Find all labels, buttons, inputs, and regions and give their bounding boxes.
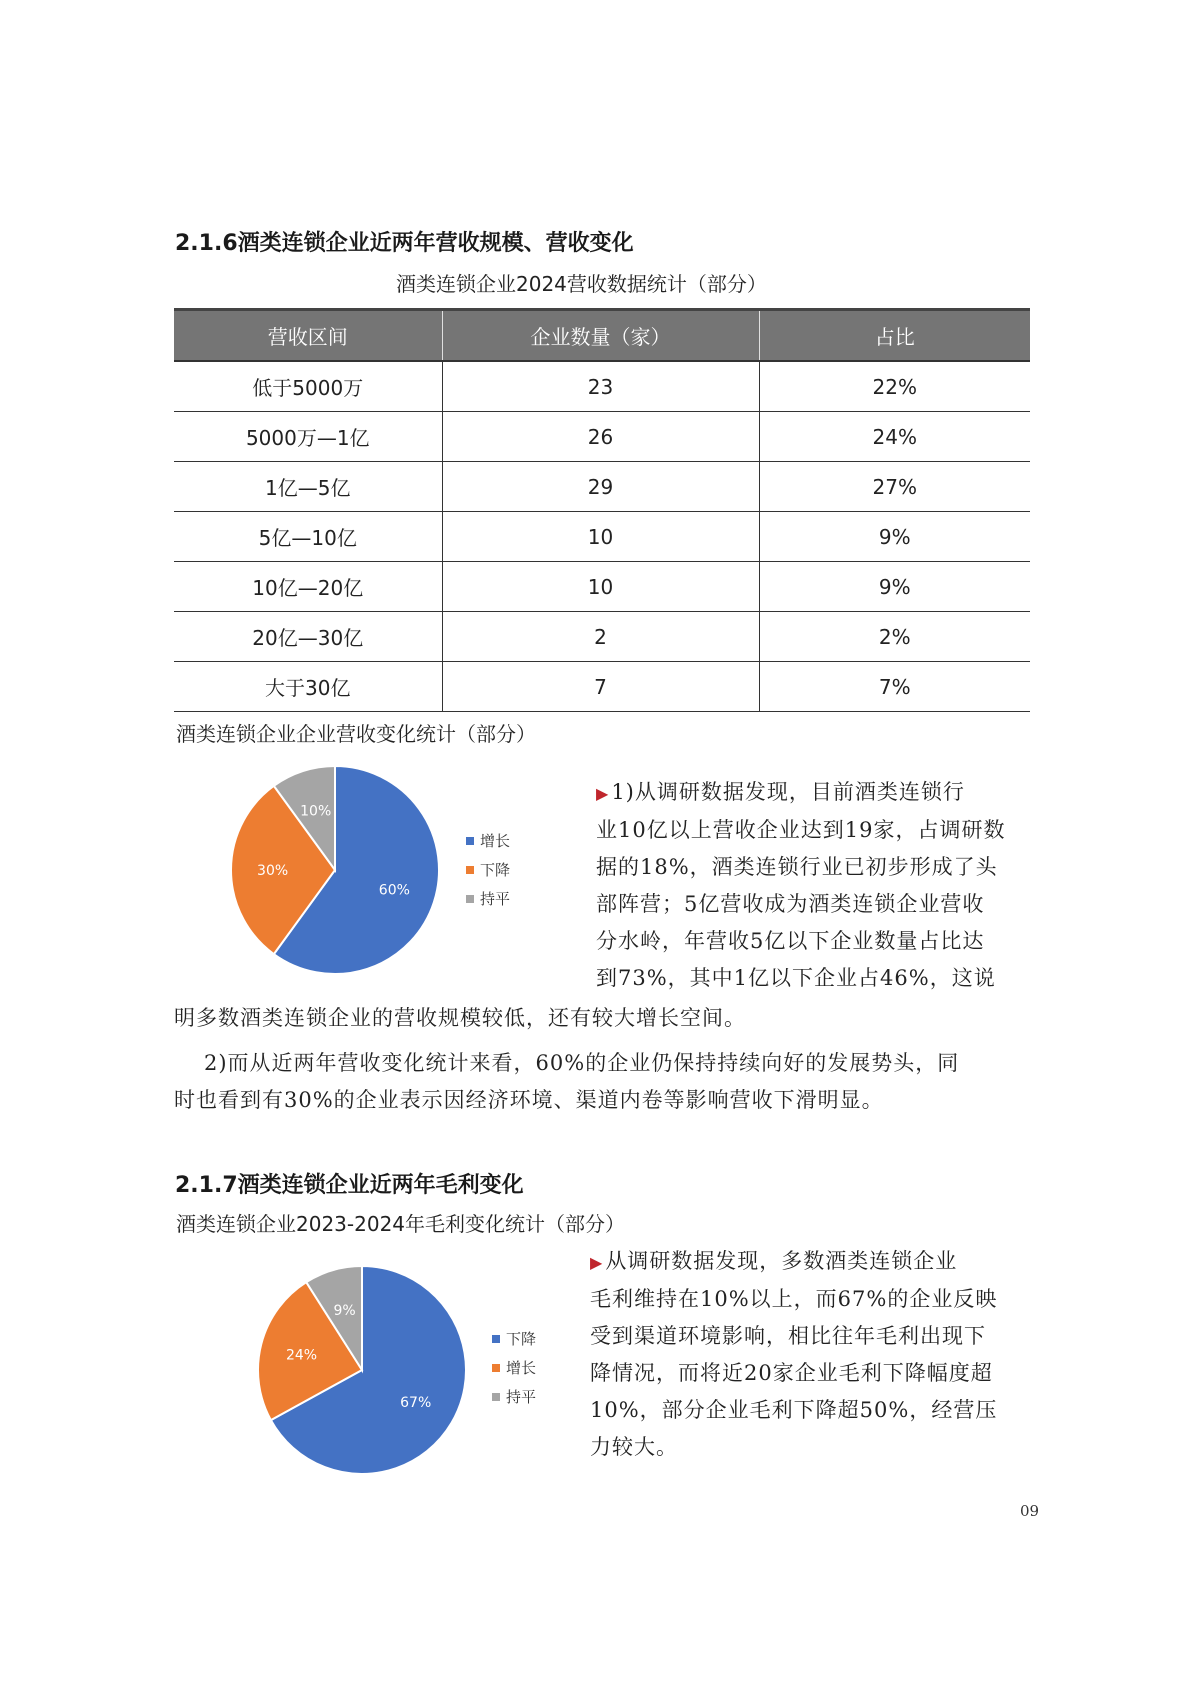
table-row [174, 562, 1030, 612]
paragraph-line: 到73%，其中1亿以下企业占46%，这说 [596, 966, 996, 990]
revenue-table [174, 308, 1030, 712]
paragraph-line-text: 从调研数据发现，多数酒类连锁企业 [605, 1249, 958, 1273]
page-number: 09 [1020, 1502, 1040, 1520]
table-cell: 7 [442, 662, 759, 712]
paragraph-line: 力较大。 [590, 1435, 678, 1459]
table-cell: 大于30亿 [174, 662, 442, 712]
margin-analysis-paragraph [590, 1243, 1036, 1466]
pie-data-label: 60% [378, 882, 410, 899]
table-row [174, 612, 1030, 662]
legend-item [466, 855, 510, 884]
legend-item [492, 1353, 536, 1382]
table-header-cell: 营收区间 [174, 310, 442, 362]
table-row [174, 462, 1030, 512]
table-row [174, 662, 1030, 712]
table-cell: 10 [442, 512, 759, 562]
table-cell: 24% [759, 412, 1030, 462]
margin-pie-legend [492, 1324, 536, 1411]
legend-swatch [492, 1335, 500, 1343]
legend-label: 增长 [480, 832, 511, 850]
paragraph-line: 业10亿以上营收企业达到19家，占调研数 [596, 818, 1006, 842]
legend-swatch [466, 837, 474, 845]
table-cell: 2 [442, 612, 759, 662]
legend-label: 下降 [480, 861, 511, 879]
chart-caption-margin: 酒类连锁企业2023-2024年毛利变化统计（部分） [176, 1212, 626, 1236]
table-cell: 9% [759, 512, 1030, 562]
legend-swatch [466, 895, 474, 903]
legend-swatch [492, 1364, 500, 1372]
table-cell: 22% [759, 361, 1030, 412]
table-cell: 10亿—20亿 [174, 562, 442, 612]
legend-label: 持平 [506, 1388, 537, 1406]
paragraph-line: 时也看到有30%的企业表示因经济环境、渠道内卷等影响营收下滑明显。 [174, 1088, 884, 1112]
legend-label: 增长 [506, 1359, 537, 1377]
table-cell: 2% [759, 612, 1030, 662]
margin-change-pie-chart [252, 1260, 472, 1480]
legend-item [466, 884, 510, 913]
chart-caption-revenue: 酒类连锁企业企业营收变化统计（部分） [176, 722, 536, 746]
paragraph-line: 毛利维持在10%以上，而67%的企业反映 [590, 1287, 998, 1311]
section-title-2-1-6: 2.1.6酒类连锁企业近两年营收规模、营收变化 [175, 231, 634, 256]
table-cell: 5亿—10亿 [174, 512, 442, 562]
pie-data-label: 9% [333, 1303, 356, 1320]
paragraph-line: 分水岭，年营收5亿以下企业数量占比达 [596, 929, 985, 953]
paragraph-line [596, 774, 1036, 812]
table-cell: 10 [442, 562, 759, 612]
table-cell: 9% [759, 562, 1030, 612]
legend-label: 下降 [506, 1330, 537, 1348]
paragraph-line: 2)而从近两年营收变化统计来看，60%的企业仍保持持续向好的发展势头，同 [204, 1051, 960, 1075]
legend-swatch [466, 866, 474, 874]
paragraph-line: 降情况，而将近20家企业毛利下降幅度超 [590, 1361, 993, 1385]
section-title-2-1-7: 2.1.7酒类连锁企业近两年毛利变化 [175, 1173, 524, 1198]
table-cell: 1亿—5亿 [174, 462, 442, 512]
table-caption: 酒类连锁企业2024营收数据统计（部分） [396, 272, 767, 296]
table-cell: 20亿—30亿 [174, 612, 442, 662]
pie-data-label: 10% [300, 803, 332, 820]
table-row [174, 512, 1030, 562]
table-cell: 7% [759, 662, 1030, 712]
paragraph-line-text: 1)从调研数据发现，目前酒类连锁行 [611, 780, 965, 804]
legend-item [492, 1324, 536, 1353]
table-header-cell: 占比 [759, 310, 1030, 362]
table-row [174, 412, 1030, 462]
table-row [174, 361, 1030, 412]
bullet-arrow-icon: ▶ [596, 784, 610, 803]
table-cell: 26 [442, 412, 759, 462]
paragraph-line: 10%，部分企业毛利下降超50%，经营压 [590, 1398, 998, 1422]
legend-swatch [492, 1393, 500, 1401]
revenue-change-pie-chart [225, 760, 445, 980]
revenue-trend-paragraph [174, 1045, 1044, 1119]
pie-data-label: 30% [257, 863, 289, 879]
legend-label: 持平 [480, 890, 511, 908]
table-header-row [174, 310, 1030, 362]
table-cell: 23 [442, 361, 759, 412]
paragraph-line: 明多数酒类连锁企业的营收规模较低，还有较大增长空间。 [174, 1006, 746, 1030]
paragraph-line: 受到渠道环境影响，相比往年毛利出现下 [590, 1324, 986, 1348]
legend-item [466, 826, 510, 855]
table-cell: 低于5000万 [174, 361, 442, 412]
revenue-pie-legend [466, 826, 510, 913]
legend-item [492, 1382, 536, 1411]
table-cell: 27% [759, 462, 1030, 512]
paragraph-line: 部阵营；5亿营收成为酒类连锁企业营收 [596, 892, 985, 916]
pie-data-label: 24% [285, 1347, 318, 1364]
bullet-arrow-icon: ▶ [590, 1253, 604, 1272]
pie-data-label: 67% [400, 1394, 432, 1411]
table-cell: 5000万—1亿 [174, 412, 442, 462]
table-cell: 29 [442, 462, 759, 512]
table-header-cell: 企业数量（家） [442, 310, 759, 362]
revenue-analysis-paragraph [596, 774, 1036, 997]
paragraph-line: 据的18%，酒类连锁行业已初步形成了头 [596, 855, 998, 879]
paragraph-line [590, 1243, 1036, 1281]
